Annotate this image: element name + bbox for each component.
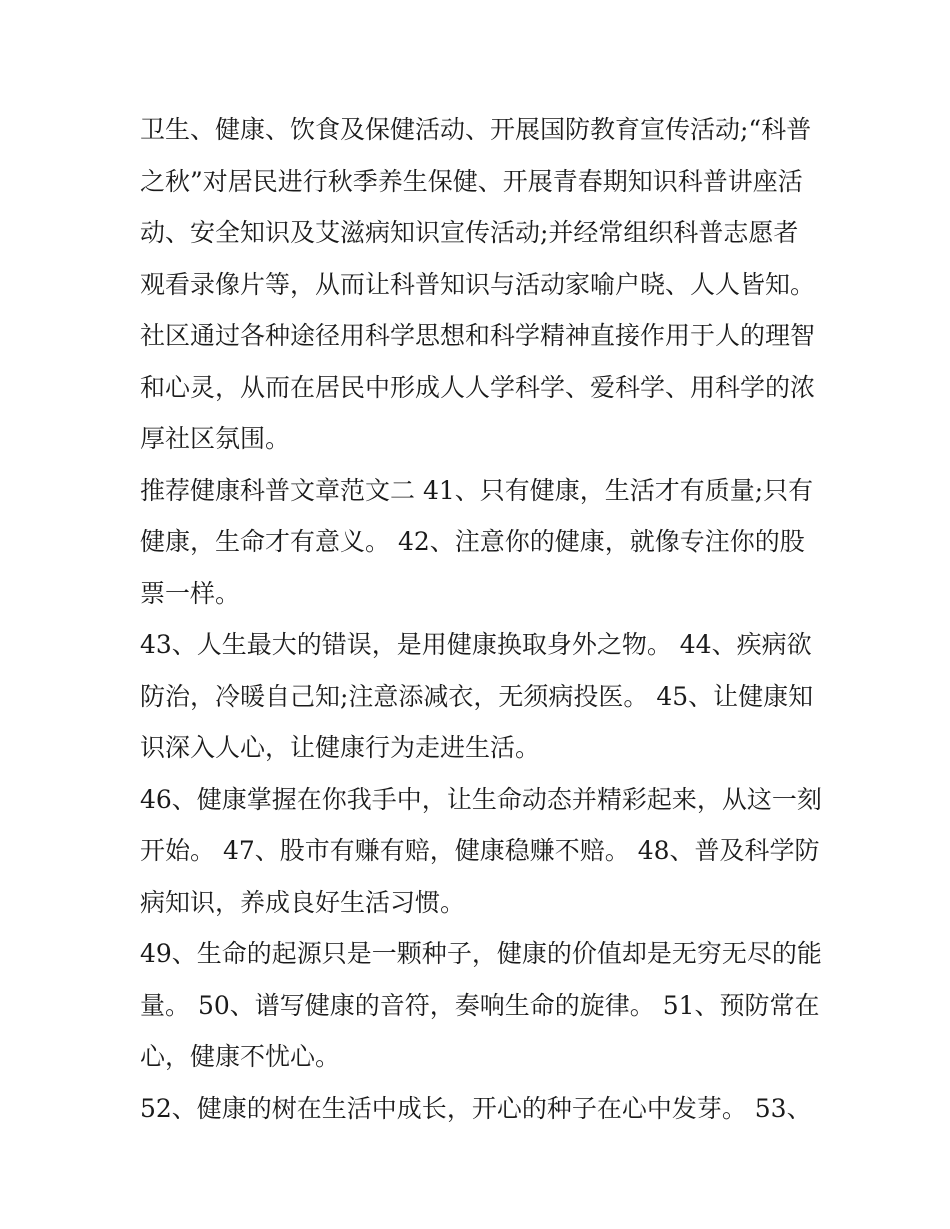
text-line: 厚社区氛围。 bbox=[140, 424, 291, 453]
text-line: 票一样。 bbox=[140, 578, 241, 608]
text-line: 健康，生命才有意义。 42、注意你的健康，就像专注你的股 bbox=[140, 527, 805, 556]
text-line: 之秋”对居民进行秋季养生保健、开展青春期知识科普讲座活 bbox=[140, 166, 803, 196]
text-line: 量。 50、谱写健康的音符，奏响生命的旋律。 51、预防常在 bbox=[140, 990, 820, 1020]
text-line: 46、健康掌握在你我手中，让生命动态并精彩起来，从这一刻 bbox=[140, 784, 822, 814]
text-line: 推荐健康科普文章范文二 41、只有健康，生活才有质量;只有 bbox=[140, 475, 814, 505]
text-line: 和心灵，从而在居民中形成人人学科学、爱科学、用科学的浓 bbox=[140, 372, 816, 402]
text-line: 49、生命的起源只是一颗种子，健康的价值却是无穷无尽的能 bbox=[140, 939, 822, 968]
text-line: 识深入人心，让健康行为走进生活。 bbox=[140, 733, 541, 762]
text-line: 52、健康的树在生活中成长，开心的种子在心中发芽。 53、 bbox=[140, 1093, 812, 1123]
text-line: 动、安全知识及艾滋病知识宣传活动;并经常组织科普志愿者 bbox=[140, 218, 799, 247]
text-line: 病知识，养成良好生活习惯。 bbox=[140, 887, 466, 917]
text-line: 心，健康不忧心。 bbox=[140, 1042, 341, 1071]
text-line: 观看录像片等，从而让科普知识与活动家喻户晓、人人皆知。 bbox=[140, 269, 816, 299]
text-line: 防治，冷暖自己知;注意添减衣，无须病投医。 45、让健康知 bbox=[140, 681, 814, 711]
body-text bbox=[140, 104, 830, 1134]
text-line: 卫生、健康、饮食及保健活动、开展国防教育宣传活动;“科普 bbox=[140, 115, 812, 144]
text-line: 开始。 47、股市有赚有赔，健康稳赚不赔。 48、普及科学防 bbox=[140, 836, 820, 865]
text-line: 社区通过各种途径用科学思想和科学精神直接作用于人的理智 bbox=[140, 321, 816, 350]
text-line: 43、人生最大的错误，是用健康换取身外之物。 44、疾病欲 bbox=[140, 630, 812, 659]
